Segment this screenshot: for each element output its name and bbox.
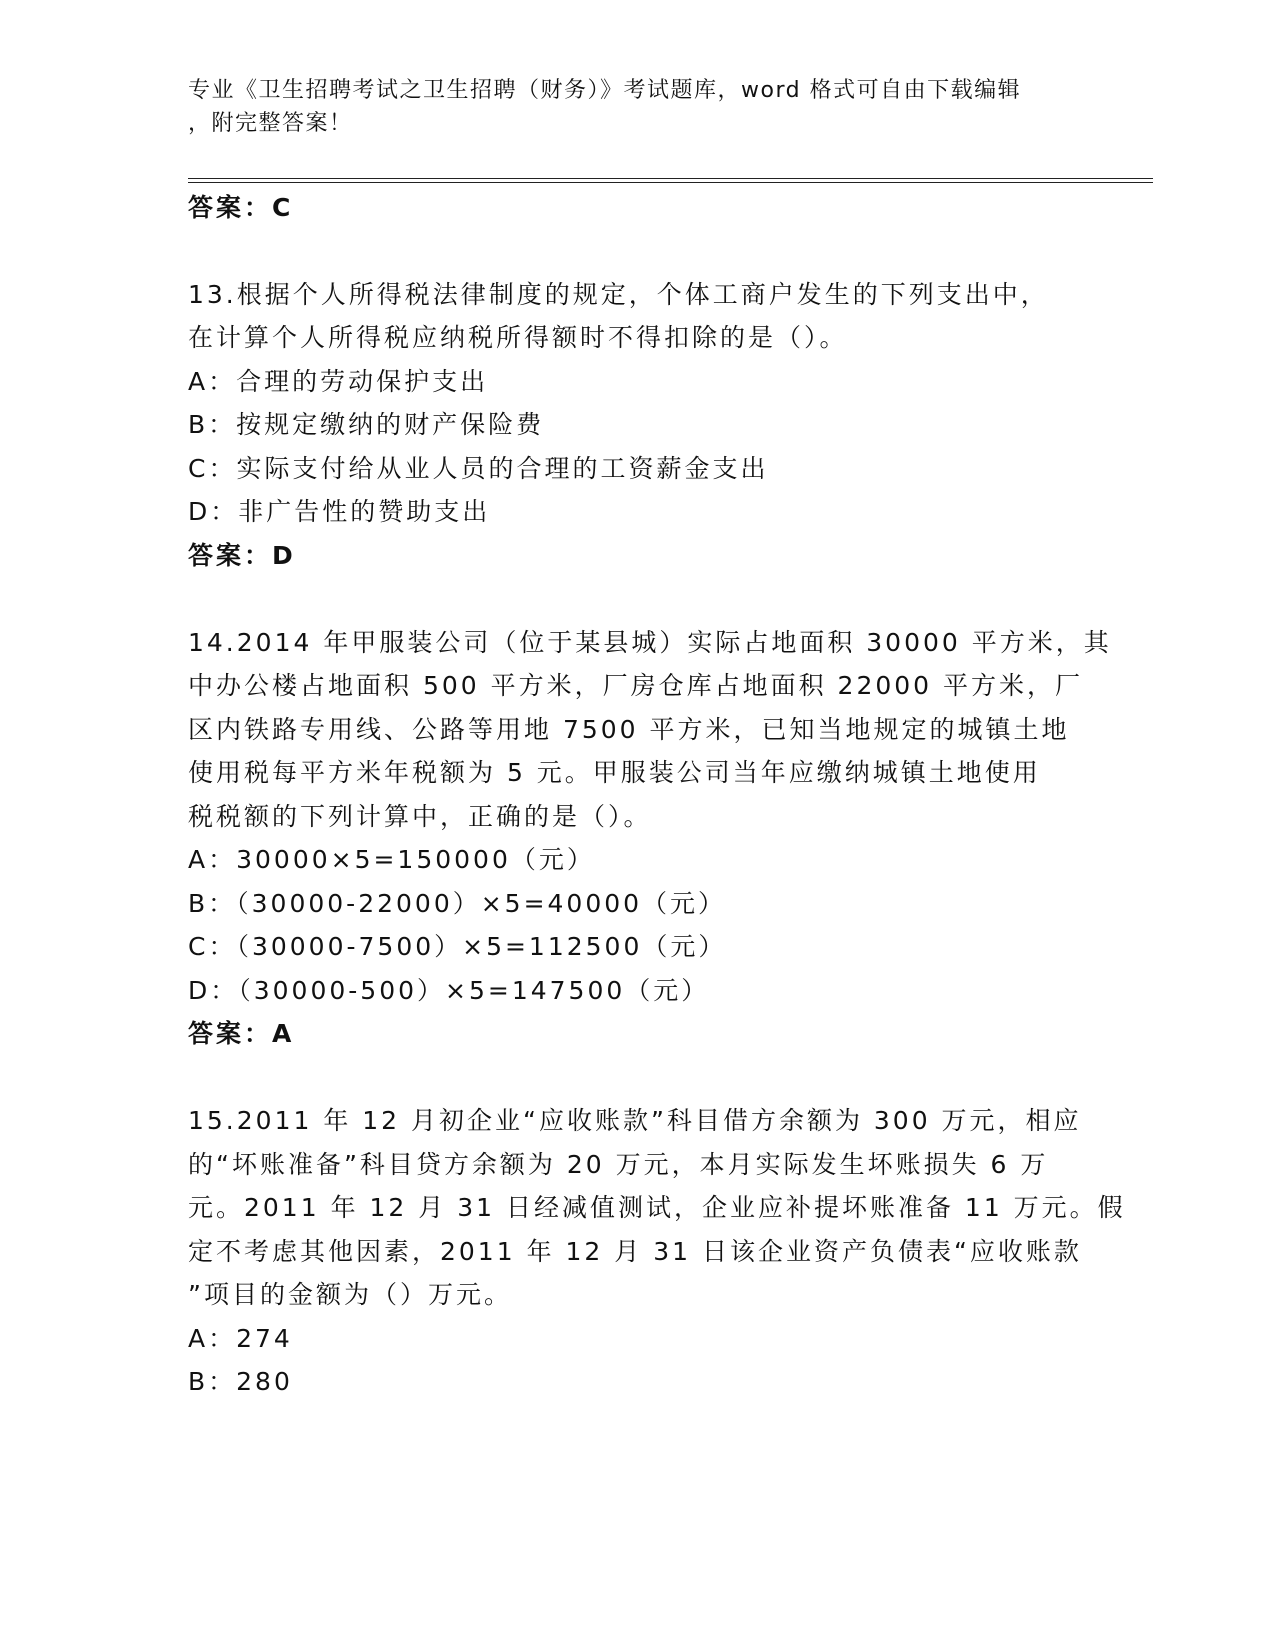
header-divider-top: [188, 178, 1153, 179]
document-header: [188, 74, 1068, 140]
question-13-option-b: B：按规定缴纳的财产保险费: [188, 410, 545, 439]
answer-12: 答案：C: [188, 193, 294, 222]
question-13-stem-line-1: 13.根据个人所得税法律制度的规定，个体工商户发生的下列支出中，: [188, 280, 1049, 309]
question-13-option-a: A：合理的劳动保护支出: [188, 367, 489, 396]
question-13-option-c: C：实际支付给从业人员的合理的工资薪金支出: [188, 454, 769, 483]
question-15-stem-line-3: 元。2011 年 12 月 31 日经减值测试，企业应补提坏账准备 11 万元。假: [188, 1193, 1126, 1222]
question-13-answer: 答案：D: [188, 541, 296, 570]
header-line-2: ，附完整答案！: [188, 111, 353, 136]
question-15-stem-line-5: ”项目的金额为（）万元。: [188, 1280, 512, 1309]
question-14-stem-line-1: 14.2014 年甲服装公司（位于某县城）实际占地面积 30000 平方米，其: [188, 628, 1112, 657]
question-13-stem-line-2: 在计算个人所得税应纳税所得额时不得扣除的是（）。: [188, 323, 848, 352]
question-15-stem-line-2: 的“坏账准备”科目贷方余额为 20 万元，本月实际发生坏账损失 6 万: [188, 1150, 1049, 1179]
question-14-stem-line-5: 税税额的下列计算中，正确的是（）。: [188, 802, 652, 831]
question-15-stem-line-1: 15.2011 年 12 月初企业“应收账款”科目借方余额为 300 万元，相应: [188, 1106, 1082, 1135]
question-14-option-a: A：30000×5=150000（元）: [188, 845, 595, 874]
question-15-option-a: A：274: [188, 1324, 293, 1353]
question-14-option-d: D：（30000-500）×5=147500（元）: [188, 976, 710, 1005]
header-line-1: 专业《卫生招聘考试之卫生招聘（财务）》考试题库，word 格式可自由下载编辑: [188, 78, 1022, 103]
header-divider-bottom: [188, 182, 1153, 183]
question-14-option-b: B：（30000-22000）×5=40000（元）: [188, 889, 727, 918]
question-14-stem-line-3: 区内铁路专用线、公路等用地 7500 平方米，已知当地规定的城镇土地: [188, 715, 1070, 744]
question-15-option-b: B：280: [188, 1367, 293, 1396]
question-14-option-c: C：（30000-7500）×5=112500（元）: [188, 932, 727, 961]
question-14-stem-line-2: 中办公楼占地面积 500 平方米，厂房仓库占地面积 22000 平方米，厂: [188, 671, 1084, 700]
question-14-stem-line-4: 使用税每平方米年税额为 5 元。甲服装公司当年应缴纳城镇土地使用: [188, 758, 1041, 787]
question-14-answer: 答案：A: [188, 1019, 295, 1048]
question-13-option-d: D：非广告性的赞助支出: [188, 497, 491, 526]
question-15-stem-line-4: 定不考虑其他因素，2011 年 12 月 31 日该企业资产负债表“应收账款: [188, 1237, 1082, 1266]
